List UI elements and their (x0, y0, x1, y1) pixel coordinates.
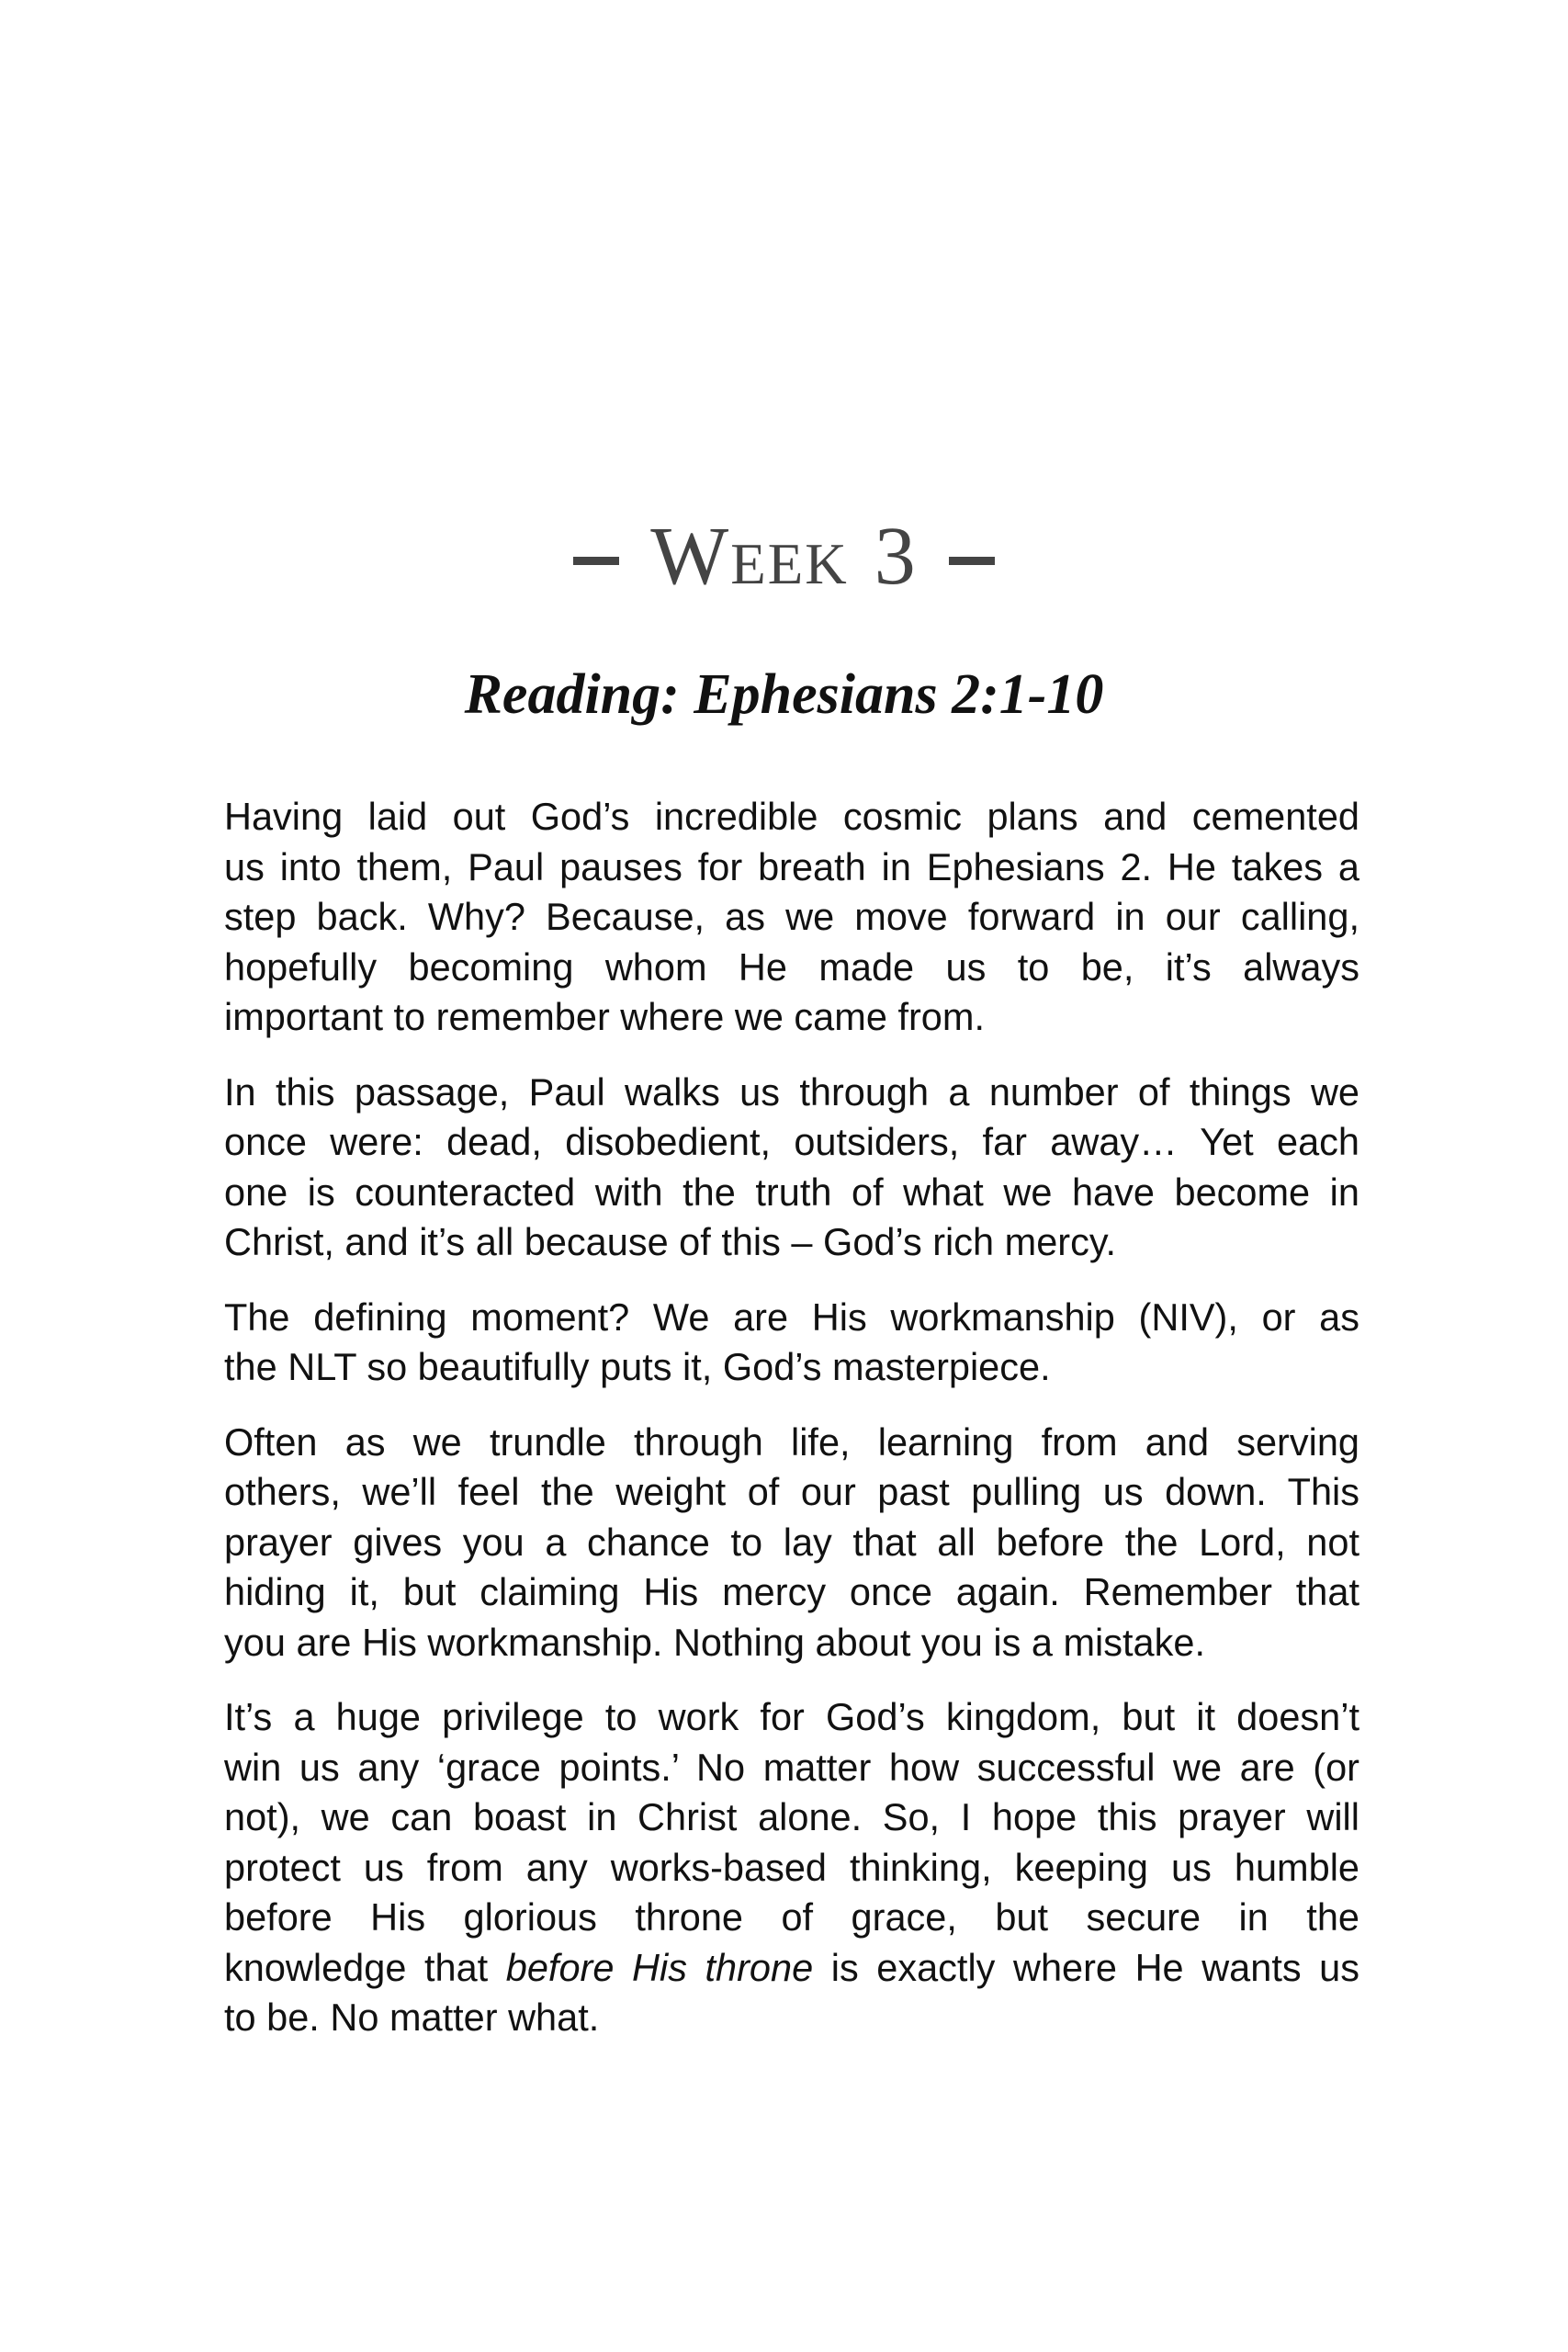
text-line: prayer gives you a chance to lay that all before the Lord, not (224, 1520, 1359, 1564)
paragraph-4 (224, 1418, 1359, 1668)
text-line: others, we’ll feel the weight of our past pulling us down. This (224, 1470, 1359, 1513)
right-dash-ornament (949, 557, 995, 565)
body-text (224, 792, 1359, 2068)
text-line: us into them, Paul pauses for breath in Ephesians 2. He takes a (224, 844, 1359, 888)
left-dash-ornament (573, 557, 619, 565)
text-line: to be. No matter what. (224, 1996, 600, 2039)
week-label: Week (650, 511, 849, 602)
text-line: Often as we trundle through life, learning from and serving (224, 1419, 1359, 1464)
text-line: win us any ‘grace points.’ No matter how successful we are (or (224, 1745, 1359, 1789)
reading-reference: Reading: Ephesians 2:1-10 (464, 663, 1104, 726)
text-line: hiding it, but claiming His mercy once again. Remember that (224, 1570, 1359, 1613)
text-run: is exactly where He wants us (813, 1945, 1359, 1989)
text-line: one is counteracted with the truth of what we have become in (224, 1170, 1359, 1214)
text-line: not), we can boast in Christ alone. So, I hope this prayer will (224, 1795, 1359, 1838)
paragraph-2 (224, 1068, 1359, 1268)
text-line: hopefully becoming whom He made us to be, it’s always (224, 944, 1359, 989)
text-line-with-emphasis (224, 1943, 1359, 1994)
text-line: before His glorious throne of grace, but secure in the (224, 1895, 1359, 1939)
text-line: Having laid out God’s incredible cosmic plans and cemented (224, 795, 1359, 838)
text-line: The defining moment? We are His workmanship (NIV), or as (224, 1295, 1359, 1339)
text-line: important to remember where we came from. (224, 995, 985, 1038)
text-line: once were: dead, disobedient, outsiders, far away… Yet each (224, 1120, 1359, 1163)
text-run: knowledge that (224, 1945, 506, 1989)
paragraph-3 (224, 1293, 1359, 1393)
week-number: 3 (874, 511, 918, 602)
paragraph-1 (224, 792, 1359, 1043)
text-line: It’s a huge privilege to work for God’s kingdom, but it doesn’t (224, 1695, 1359, 1738)
text-line: Christ, and it’s all because of this – God’s rich mercy. (224, 1220, 1117, 1263)
emphasis-text: before His throne (505, 1945, 814, 1989)
text-line: protect us from any works-based thinking, keeping us humble (224, 1845, 1359, 1889)
text-line: you are His workmanship. Nothing about you is a mistake. (224, 1620, 1205, 1664)
week-heading (0, 511, 1568, 605)
paragraph-5 (224, 1692, 1359, 2043)
text-line: step back. Why? Because, as we move forward in our calling, (224, 895, 1359, 938)
text-line: the NLT so beautifully puts it, God’s masterpiece. (224, 1345, 1051, 1388)
text-line: In this passage, Paul walks us through a number of things we (224, 1069, 1359, 1114)
